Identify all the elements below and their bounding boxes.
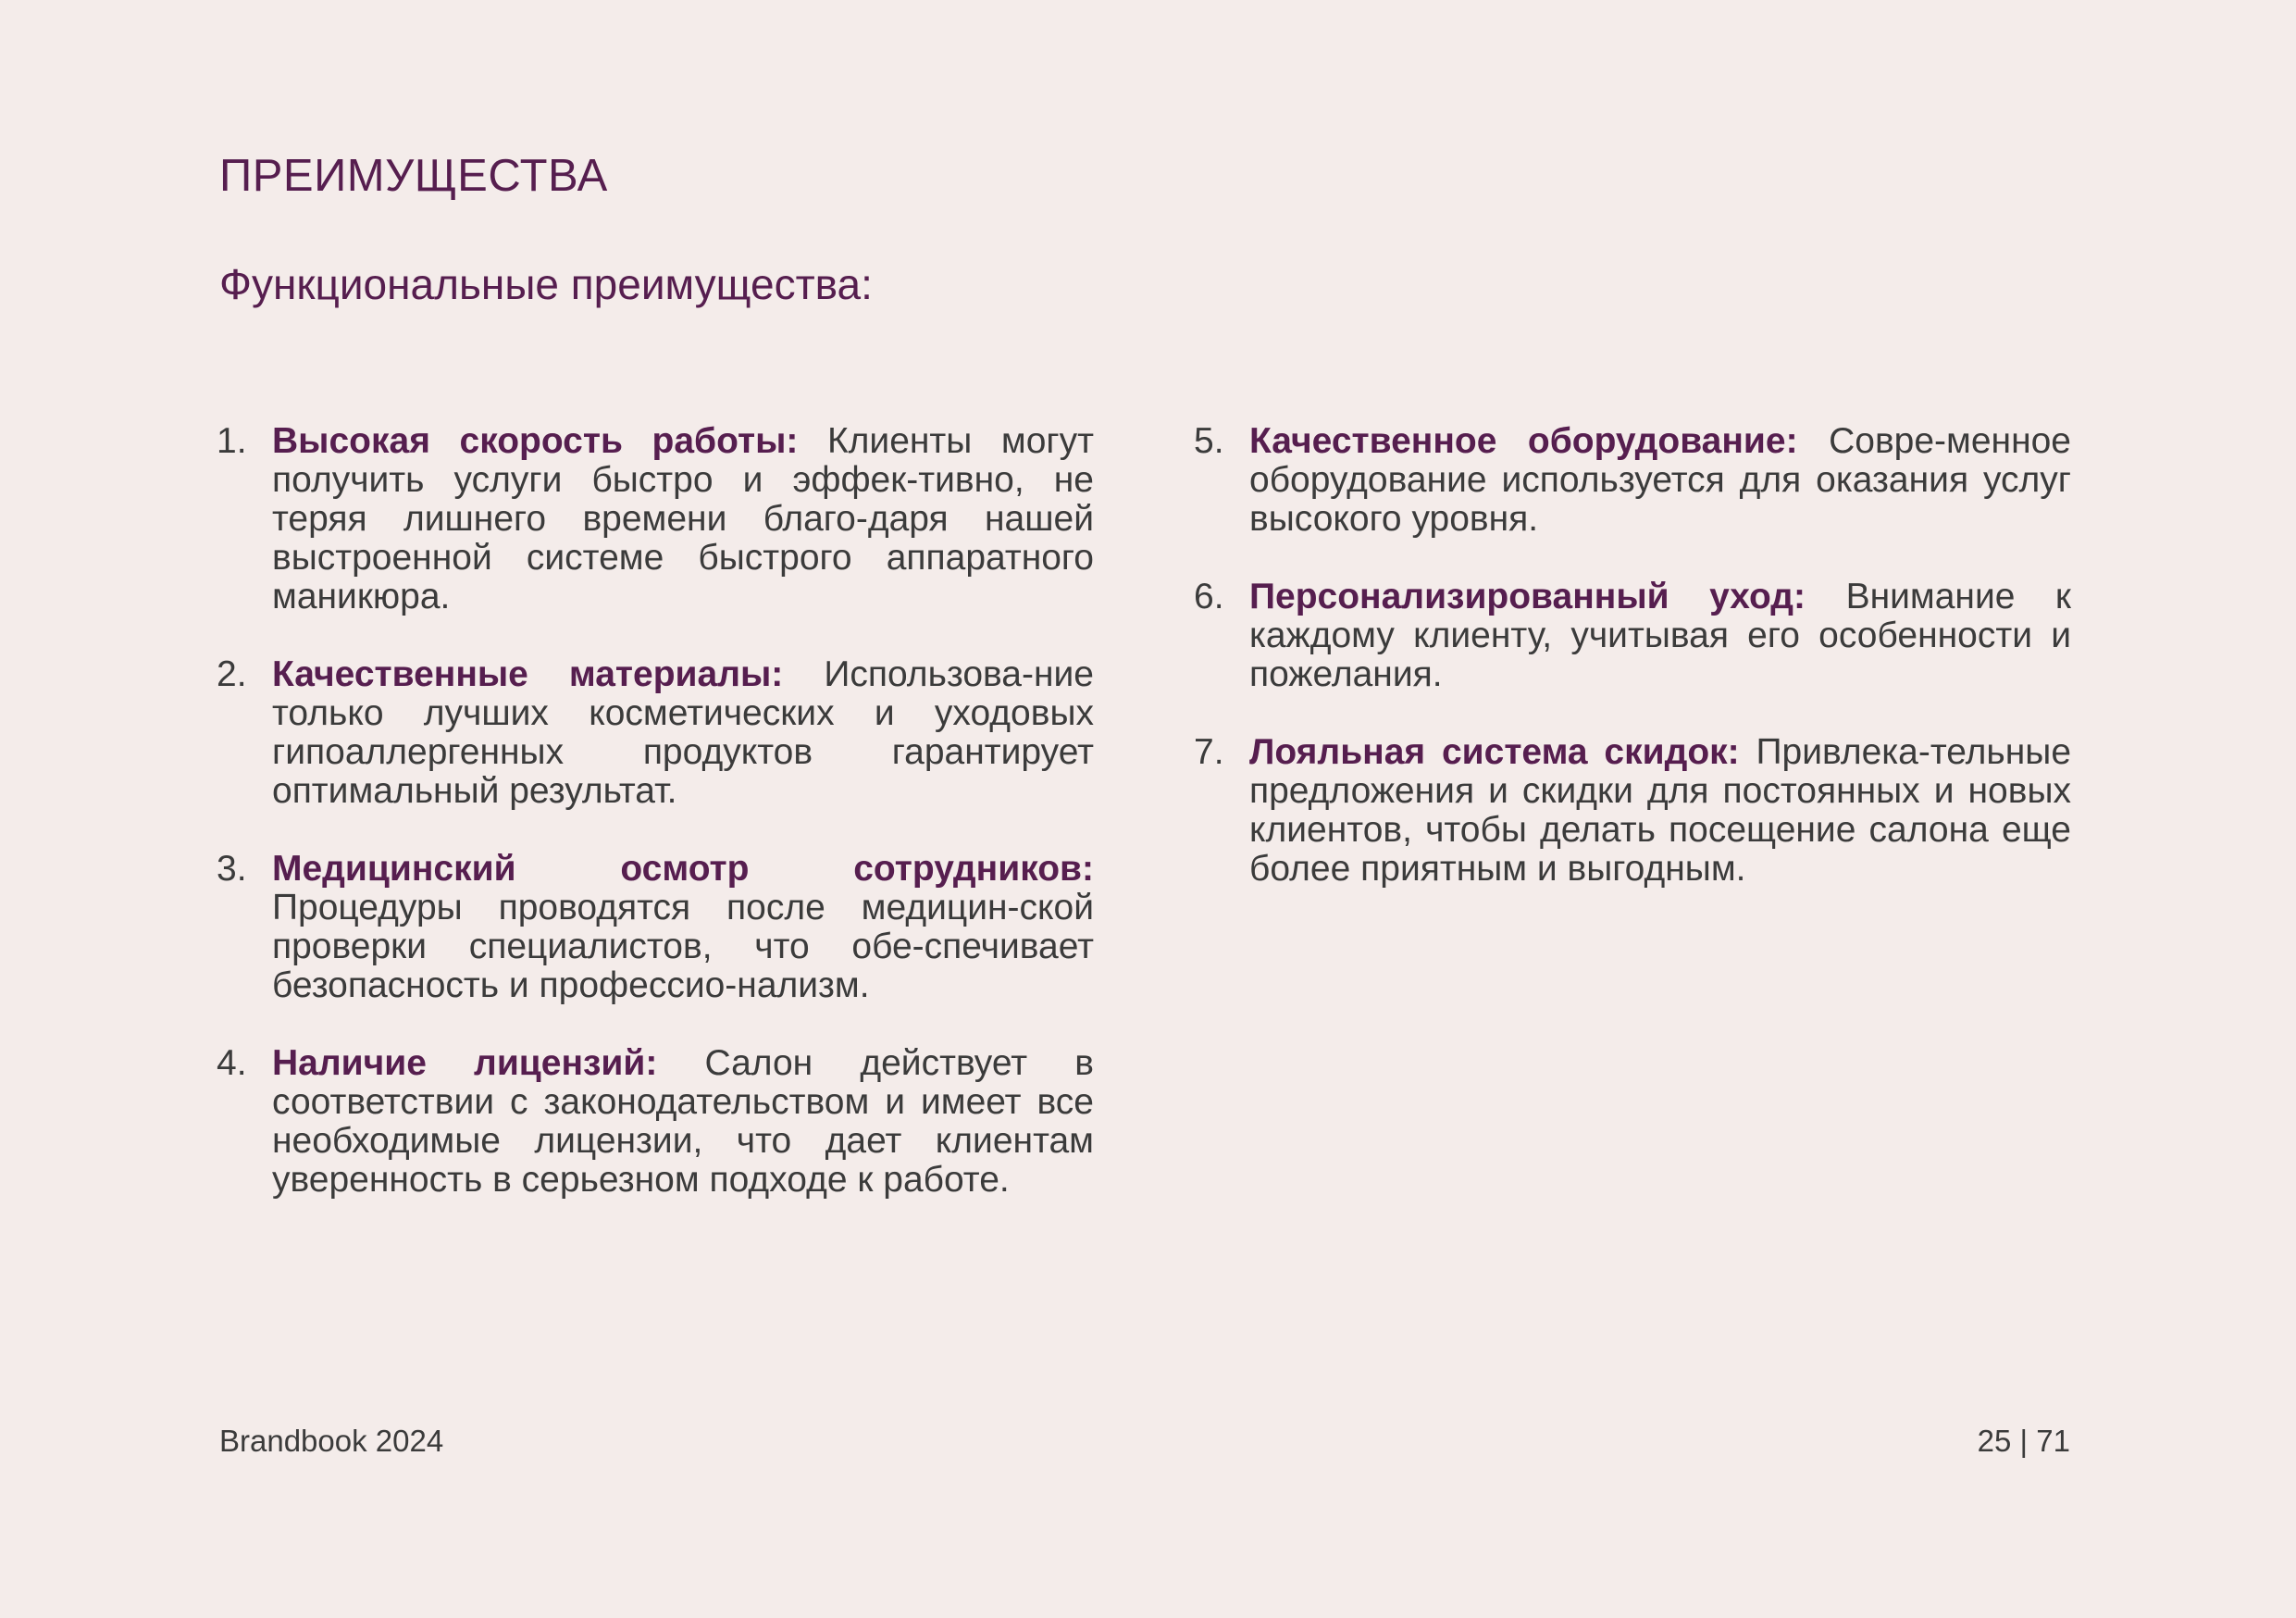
item-title: Качественные материалы: bbox=[272, 654, 784, 694]
advantages-list-left bbox=[217, 422, 1094, 1238]
item-title: Медицинский осмотр сотрудников: bbox=[272, 849, 1094, 889]
item-number: 2. bbox=[217, 654, 247, 694]
item-text: Использова-ние только лучших косметических и уходовых гипоаллергенных продуктов гарантирует оптимальный результат. bbox=[272, 654, 1094, 811]
item-body bbox=[272, 655, 1094, 811]
item-body bbox=[1249, 733, 2071, 889]
item-body bbox=[272, 422, 1094, 616]
advantage-item bbox=[217, 850, 1094, 1005]
item-text: Внимание к каждому клиенту, учитывая его особенности и пожелания. bbox=[1249, 577, 2071, 694]
item-title: Высокая скорость работы: bbox=[272, 421, 799, 461]
advantage-item bbox=[217, 1044, 1094, 1200]
advantage-item bbox=[1194, 578, 2071, 694]
advantage-item bbox=[1194, 733, 2071, 889]
item-number: 5. bbox=[1194, 421, 1224, 461]
item-title: Качественное оборудование: bbox=[1249, 421, 1798, 461]
section-title: Функциональные преимущества: bbox=[219, 260, 873, 308]
item-number: 6. bbox=[1194, 577, 1224, 616]
item-number: 3. bbox=[217, 849, 247, 889]
item-number: 1. bbox=[217, 421, 247, 461]
item-title: Лояльная система скидок: bbox=[1249, 732, 1740, 772]
advantage-item bbox=[217, 422, 1094, 616]
item-text: Клиенты могут получить услуги быстро и эффек-тивно, не теряя лишнего времени благо-даря нашей выстроенной системе быстрого аппаратного маникюра. bbox=[272, 421, 1094, 616]
item-body bbox=[1249, 578, 2071, 694]
advantages-list-right bbox=[1194, 422, 2071, 927]
item-number: 7. bbox=[1194, 732, 1224, 772]
item-body bbox=[272, 1044, 1094, 1200]
item-body bbox=[272, 850, 1094, 1005]
advantage-item bbox=[1194, 422, 2071, 539]
advantage-item bbox=[217, 655, 1094, 811]
item-number: 4. bbox=[217, 1043, 247, 1083]
footer-brandbook-label: Brandbook 2024 bbox=[219, 1424, 444, 1458]
item-title: Наличие лицензий: bbox=[272, 1043, 658, 1083]
item-text: Процедуры проводятся после медицин-ской проверки специалистов, что обе-спечивает безопасность и профессио-нализм. bbox=[272, 888, 1094, 1005]
item-title: Персонализированный уход: bbox=[1249, 577, 1806, 616]
page-number: 25 | 71 bbox=[1977, 1424, 2070, 1458]
item-text: Совре-менное оборудование используется для оказания услуг высокого уровня. bbox=[1249, 421, 2071, 539]
item-text: Привлека-тельные предложения и скидки для постоянных и новых клиентов, чтобы делать посещение салона еще более приятным и выгодным. bbox=[1249, 732, 2072, 889]
item-body bbox=[1249, 422, 2071, 539]
page-title: ПРЕИМУЩЕСТВА bbox=[219, 151, 608, 201]
item-text: Салон действует в соответствии с законодательством и имеет все необходимые лицензии, что дает клиентам уверенность в серьезном подходе к работе. bbox=[272, 1043, 1094, 1200]
